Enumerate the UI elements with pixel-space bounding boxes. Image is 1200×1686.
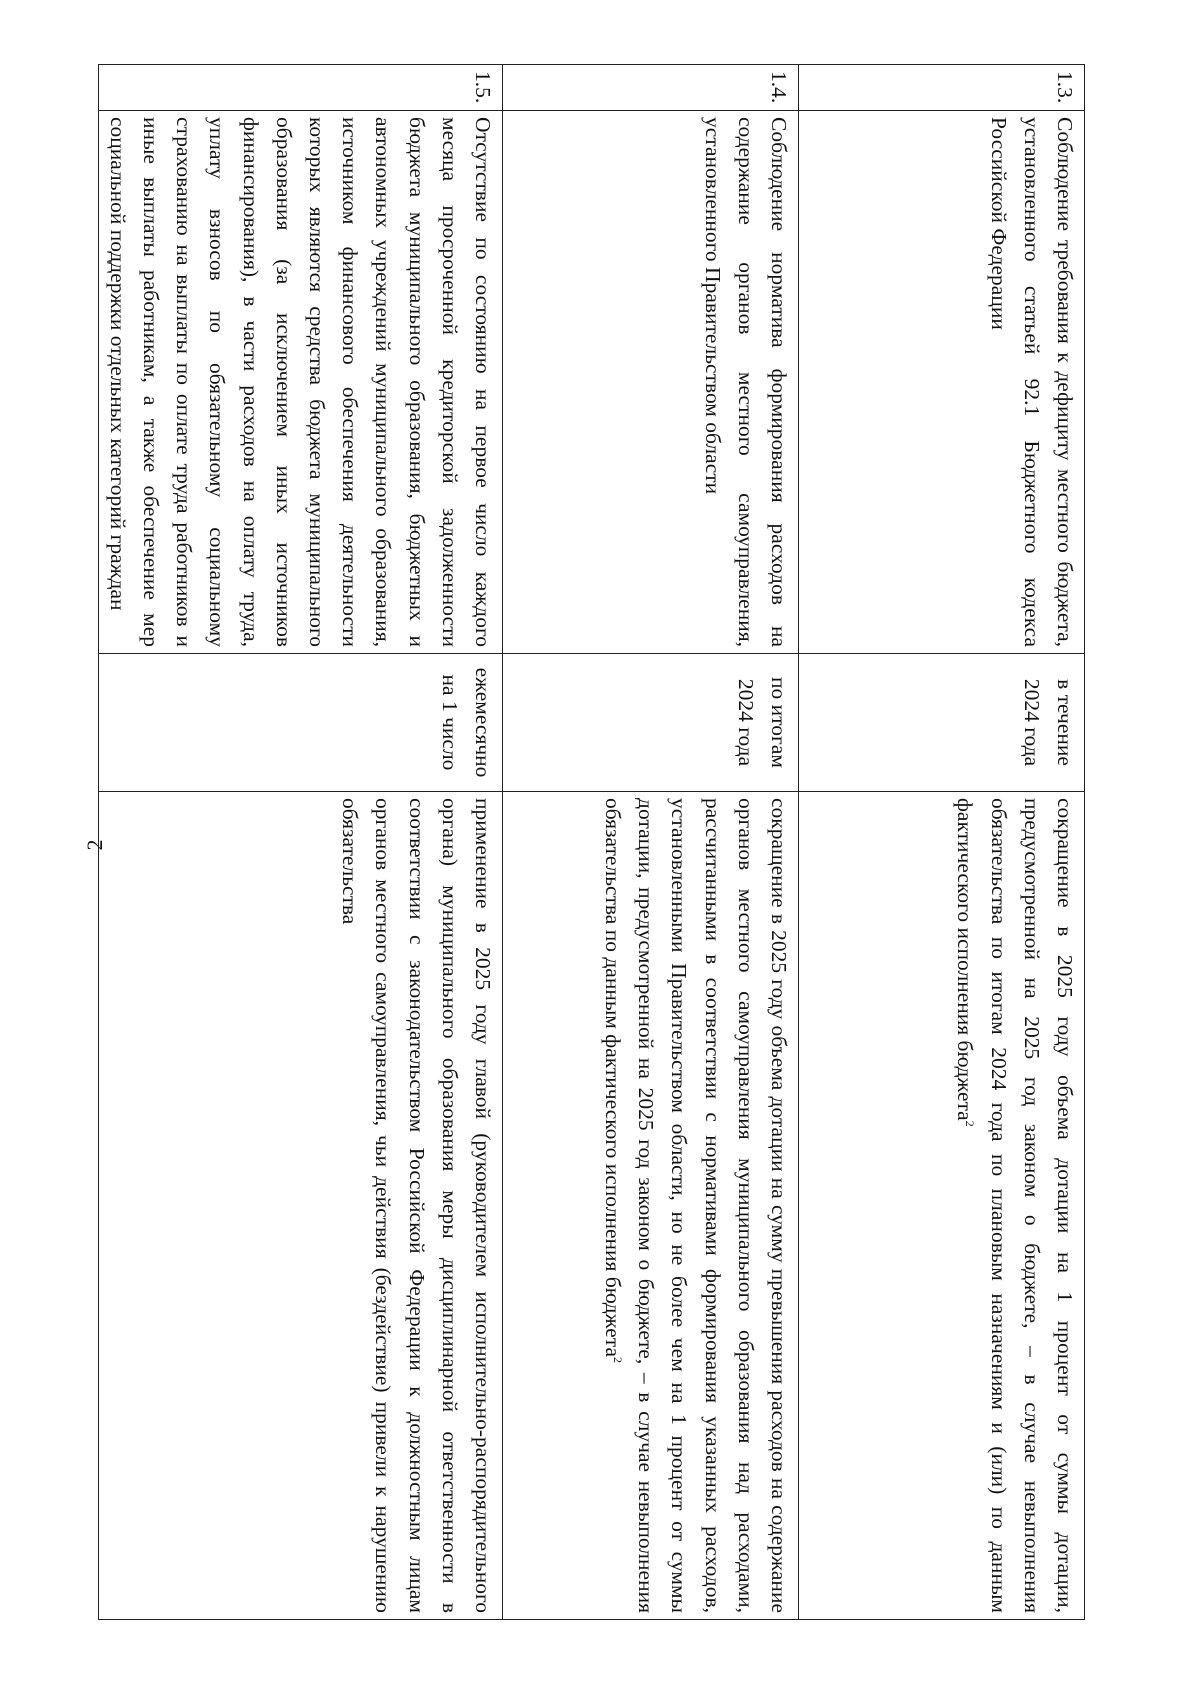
footnote-mark: 2 — [611, 1357, 626, 1363]
measure-text: сокращение в 2025 году объема дотации на сумму превышения расходов на содержание органов местного самоуправления муниципального образования над расходами, рассчитанными в соответствии с нормативами формирования указанных расходов, установленными Правительством области, но не более чем на 1 процент от суммы дотации, предусмотренной на 2025 год законом о бюджете, – в случае невыполнения обязательства по данным фактического исполнения бюджета — [600, 798, 791, 1613]
table-row — [98, 65, 502, 1620]
measure-cell — [799, 792, 1085, 1620]
deadline-text: ежемесячно на 1 число — [98, 654, 502, 792]
obligation-text: Отсутствие по состоянию на первое число каждого месяца просроченной кредиторской задолженности бюджета муниципального образования, бюджетных и автономных учреждений муниципального образования, источником финансового обеспечения деятельности которых являются средства бюджета муниципального образования (за исключением иных источников финансирования), в части расходов на оплату труда, уплату взносов по обязательному социальному страхованию на выплаты по оплате труда работников и иные выплаты работникам, а также обеспечение мер социальной поддержки отдельных категорий граждан — [98, 111, 502, 654]
obligations-table-sheet — [105, 64, 1085, 1619]
measure-text: применение в 2025 году главой (руководителем исполнительно-распорядительного органа) муниципального образования меры дисциплинарной ответственности в соответствии с законодательством Российской Федерации к должностным лицам органов местного самоуправления, чьи действия (бездействие) привели к нарушению обязательства — [338, 798, 495, 1613]
footnote-mark: 2 — [963, 1120, 978, 1127]
table-row — [503, 65, 799, 1620]
obligations-table — [98, 64, 1085, 1620]
deadline-text: по итогам 2024 года — [503, 654, 799, 792]
measure-cell — [503, 792, 799, 1620]
table-row — [799, 65, 1085, 1620]
obligation-text: Соблюдение норматива формирования расходов на содержание органов местного самоуправления, установленного Правительством области — [503, 111, 799, 654]
measure-cell — [98, 792, 502, 1620]
row-number: 1.5. — [98, 65, 502, 111]
row-number: 1.4. — [503, 65, 799, 111]
deadline-text: в течение 2024 года — [799, 654, 1085, 792]
measure-text: сокращение в 2025 году объема дотации на 1 процент от суммы дотации, предусмотренной на 2025 год законом о бюджете, – в случае невыполнения обязательства по итогам 2024 года по плановым назначениям и (или) по данным фактического исполнения бюджета — [953, 798, 1077, 1613]
row-number: 1.3. — [799, 65, 1085, 111]
page-number: 2 — [82, 839, 107, 851]
obligation-text: Соблюдение требования к дефициту местного бюджета, установленного статьей 92.1 Бюджетного кодекса Российской Федерации — [799, 111, 1085, 654]
